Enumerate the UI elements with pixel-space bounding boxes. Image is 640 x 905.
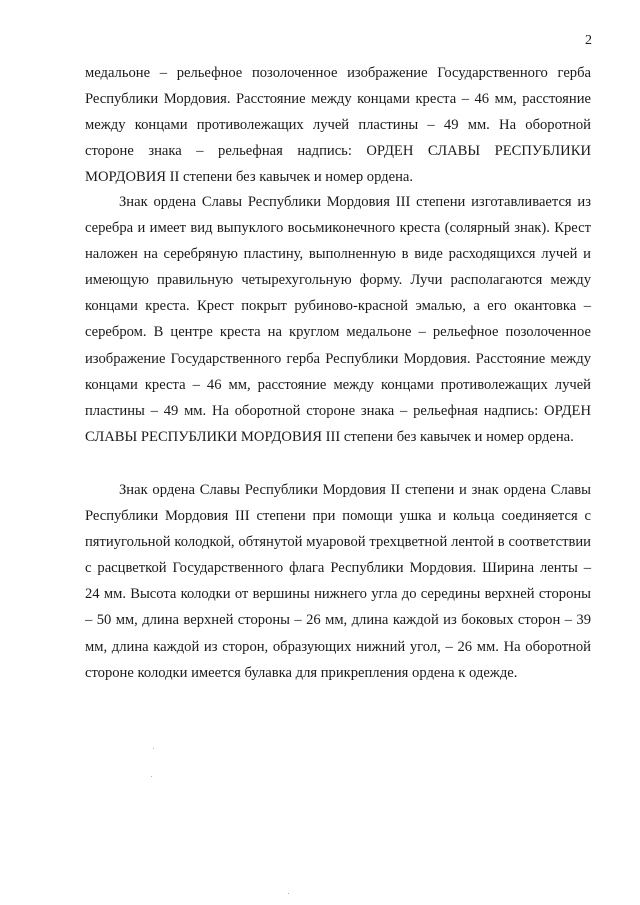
scan-speck xyxy=(288,893,289,894)
scan-speck xyxy=(151,776,152,777)
paragraph-ribbon-block: Знак ордена Славы Республики Мордовия II степени и знак ордена Славы Республики Мордовия III степени при помощи ушка и кольца соединяется с пятиугольной колодкой, обтянутой муаровой трехцветной лентой в соответствии с расцветкой Государственного флага Республики Мордовия. Ширина ленты – 24 мм. Высота колодки от вершины нижнего угла до середины верхней стороны – 50 мм, длина верхней стороны – 26 мм, длина каждой из боковых сторон – 39 мм, длина каждой из сторон, образующих нижний угол, – 26 мм. На оборотной стороне колодки имеется булавка для прикрепления ордена к одежде. xyxy=(85,482,591,681)
scan-speck xyxy=(153,748,154,749)
paragraph-continuation: медальоне – рельефное позолоченное изображение Государственного герба Республики Мордовия. Расстояние между концами креста – 46 мм, расстояние между концами противолежащих лучей пластины – 49 мм. На оборотной стороне знака – рельефная надпись: ОРДЕН СЛАВЫ РЕСПУБЛИКИ МОРДОВИЯ II степени без кавычек и номер ордена. xyxy=(85,65,591,186)
paragraph-order-third-degree: Знак ордена Славы Республики Мордовия III степени изготавливается из серебра и имеет вид выпуклого восьмиконечного креста (солярный знак). Крест наложен на серебряную пластину, выполненную в виде расходящихся лучей и имеющую правильную четырехугольную форму. Лучи располагаются между концами креста. Крест покрыт рубиново-красной эмалью, а его окантовка – серебром. В центре креста на круглом медальоне – рельефное позолоченное изображение Государственного герба Республики Мордовия. Расстояние между концами креста – 46 мм, расстояние между концами противолежащих лучей пластины – 49 мм. На оборотной стороне знака – рельефная надпись: ОРДЕН СЛАВЫ РЕСПУБЛИКИ МОРДОВИЯ III степени без кавычек и номер ордена. xyxy=(85,194,591,445)
page-number: 2 xyxy=(585,33,592,48)
